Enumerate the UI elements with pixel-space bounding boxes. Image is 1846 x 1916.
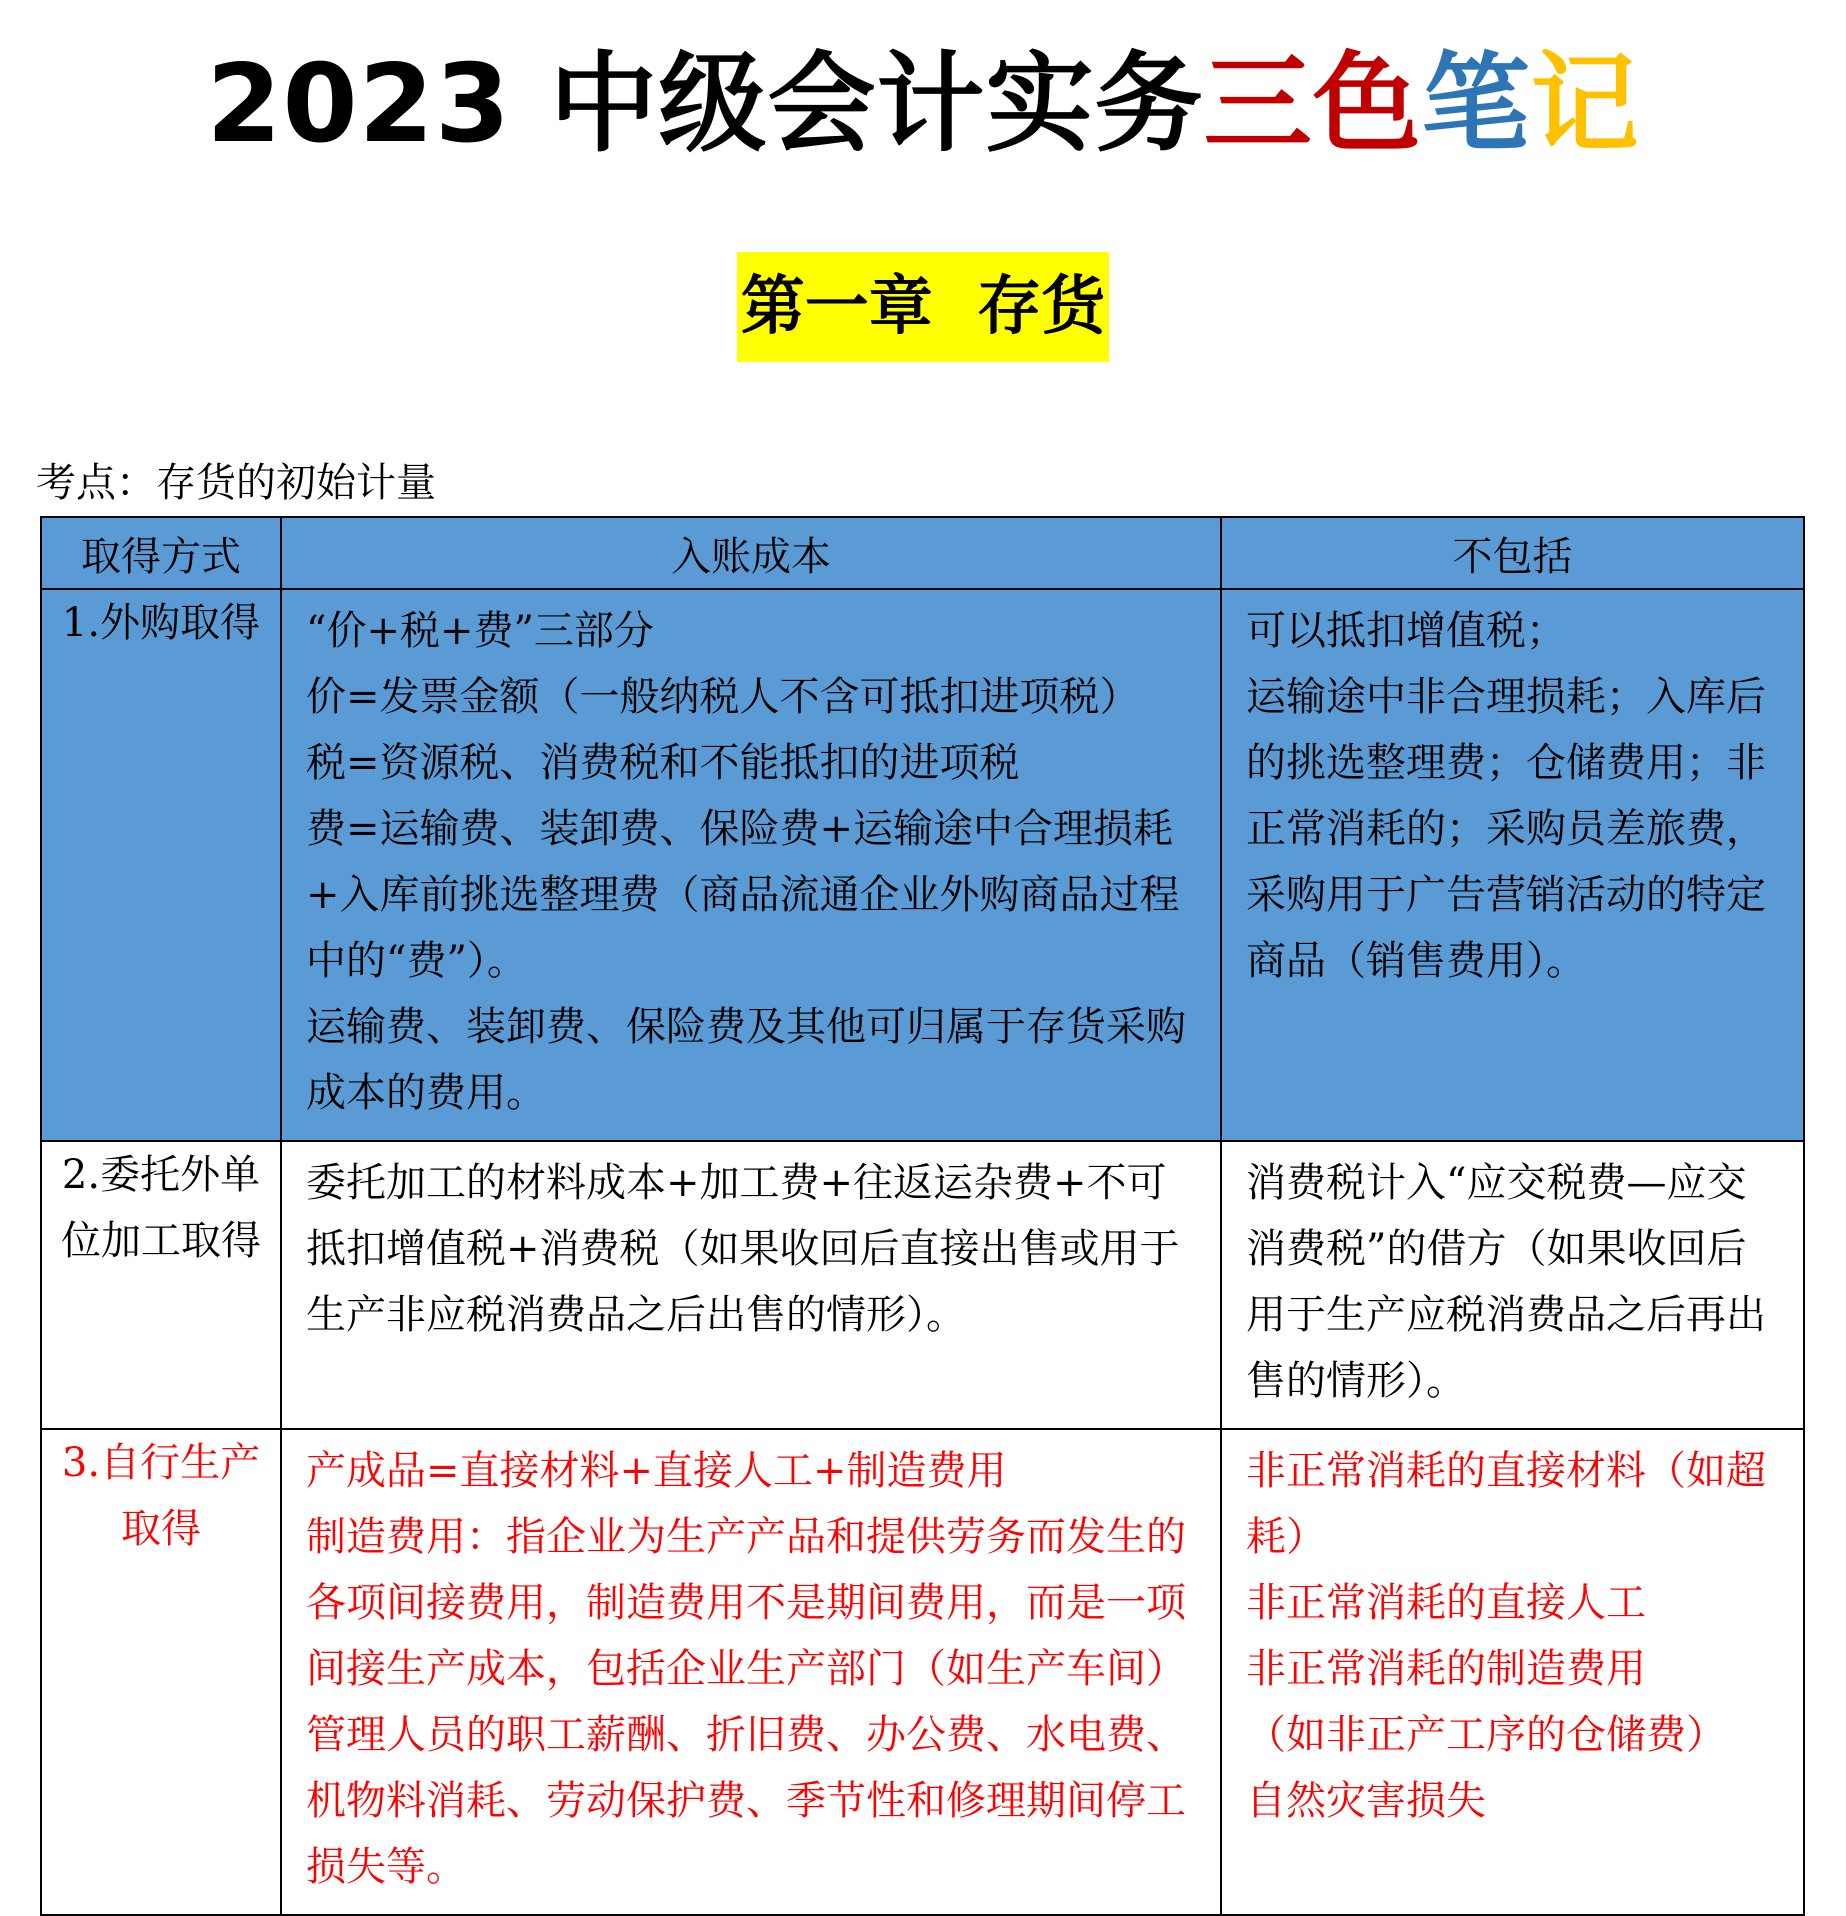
title-red: 三色 bbox=[1203, 42, 1422, 167]
document-title bbox=[0, 30, 1846, 180]
header-exclude: 不包括 bbox=[1221, 517, 1804, 589]
title-black: 2023 中级会计实务 bbox=[206, 42, 1204, 167]
title-yellow: 记 bbox=[1530, 42, 1640, 167]
row-method: 3.自行生产取得 bbox=[41, 1429, 281, 1915]
row-exclude: 非正常消耗的直接材料（如超耗） 非正常消耗的直接人工 非正常消耗的制造费用 （如非正产工序的仓储费） 自然灾害损失 bbox=[1221, 1429, 1804, 1915]
table-row bbox=[41, 1429, 1804, 1915]
table-row bbox=[41, 1141, 1804, 1429]
title-blue: 笔 bbox=[1421, 42, 1531, 167]
header-method: 取得方式 bbox=[41, 517, 281, 589]
table-header-row bbox=[41, 517, 1804, 589]
row-cost: “价+税+费”三部分 价=发票金额（一般纳税人不含可抵扣进项税） 税=资源税、消费税和不能抵扣的进项税 费=运输费、装卸费、保险费+运输途中合理损耗+入库前挑选整理费（商品流通企业外购商品过程中的“费”）。 运输费、装卸费、保险费及其他可归属于存货采购成本的费用。 bbox=[281, 589, 1221, 1141]
row-cost: 委托加工的材料成本+加工费+往返运杂费+不可抵扣增值税+消费税（如果收回后直接出售或用于生产非应税消费品之后出售的情形）。 bbox=[281, 1141, 1221, 1429]
section-label: 考点：存货的初始计量 bbox=[36, 460, 436, 506]
row-exclude: 消费税计入“应交税费—应交消费税”的借方（如果收回后用于生产应税消费品之后再出售的情形）。 bbox=[1221, 1141, 1804, 1429]
row-method: 2.委托外单位加工取得 bbox=[41, 1141, 281, 1429]
chapter-heading-wrap bbox=[0, 252, 1846, 362]
chapter-heading: 第一章 存货 bbox=[737, 252, 1110, 362]
row-cost: 产成品=直接材料+直接人工+制造费用 制造费用：指企业为生产产品和提供劳务而发生的各项间接费用，制造费用不是期间费用，而是一项间接生产成本，包括企业生产部门（如生产车间）管理人员的职工薪酬、折旧费、办公费、水电费、机物料消耗、劳动保护费、季节性和修理期间停工损失等。 bbox=[281, 1429, 1221, 1915]
table-row bbox=[41, 589, 1804, 1141]
row-exclude: 可以抵扣增值税； 运输途中非合理损耗；入库后的挑选整理费；仓储费用；非正常消耗的；采购员差旅费，采购用于广告营销活动的特定商品（销售费用）。 bbox=[1221, 589, 1804, 1141]
inventory-initial-measurement-table bbox=[40, 516, 1805, 1916]
row-method: 1.外购取得 bbox=[41, 589, 281, 1141]
header-cost: 入账成本 bbox=[281, 517, 1221, 589]
